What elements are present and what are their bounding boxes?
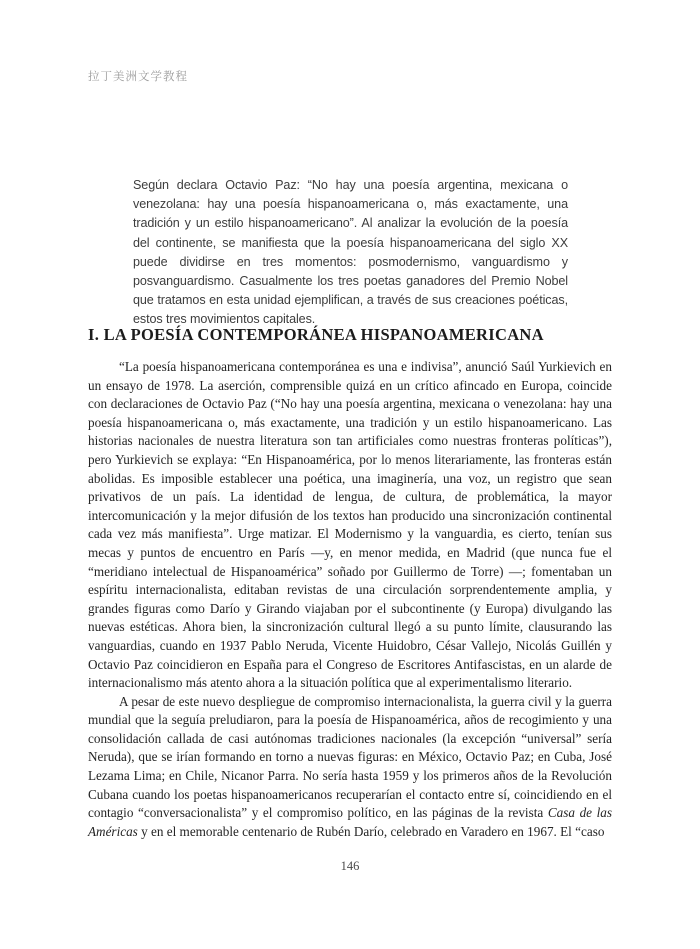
paragraph-2-text-continuation: y en el memorable centenario de Rubén Darío, celebrado en Varadero en 1967. El “caso xyxy=(137,823,605,839)
body-paragraph-2 xyxy=(88,693,612,842)
section-heading: I. LA POESÍA CONTEMPORÁNEA HISPANOAMERICANA xyxy=(88,325,544,344)
body-paragraph-1: “La poesía hispanoamericana contemporánea es una e indivisa”, anunció Saúl Yurkievich en un ensayo de 1978. La aserción, comprensible quizá en un crítico afincado en Europa, coincide con declaraciones de Octavio Paz (“No hay una poesía argentina, mexicana o venezolana: hay una poesía hispanoamericana o, más exactamente, una tradición y un estilo hispanoamericano. Las historias nacionales de nuestra literatura son tan artificiales como nuestras fronteras políticas”), pero Yurkievich se explaya: “En Hispanoamérica, por lo menos literariamente, las fronteras están abolidas. Es imposible establecer una poética, una imaginería, una voz, un registro que sean privativos de un país. La identidad de lengua, de cultura, de problemática, la mayor intercomunicación y la mejor difusión de los textos han producido una sincronización continental cada vez más manifiesta”. Urge matizar. El Modernismo y la vanguardia, es cierto, tenían sus mecas y puntos de encuentro en París —y, en menor medida, en Madrid (que nunca fue el “meridiano intelectual de Hispanoamérica” soñado por Guillermo de Torre) —; fomentaban un espíritu internacionalista, editaban revistas de una circulación sorprendentemente amplia, y grandes figuras como Darío y Girando viajaban por el subcontinente (y Europa) divulgando las nuevas estéticas. Ahora bien, la sincronización cultural llegó a su punto límite, clausurando las vanguardias, cuando en 1937 Pablo Neruda, Vicente Huidobro, César Vallejo, Nicolás Guillén y Octavio Paz coincidieron en España para el Congreso de Escritores Antifascistas, en un alarde de internacionalismo más atento ahora a la situación política que al experimentalismo literario. xyxy=(88,359,612,691)
intro-paragraph: Según declara Octavio Paz: “No hay una poesía argentina, mexicana o venezolana: hay una poesía hispanoamericana o, más exactamente, una tradición y un estilo hispanoamericano”. Al analizar la evolución de la poesía del continente, se manifiesta que la poesía hispanoamericana del siglo XX puede dividirse en tres momentos: posmodernismo, vanguardismo y posvanguardismo. Casualmente los tres poetas ganadores del Premio Nobel que tratamos en esta unidad ejemplifican, a través de sus creaciones poéticas, estos tres movimientos capitales. xyxy=(133,178,568,327)
paragraph-2-text: A pesar de este nuevo despliegue de compromiso internacionalista, la guerra civil y la guerra mundial que la seguía preludiaron, para la poesía de Hispanoamérica, años de recogimiento y una consolidación callada de casi autónomas tradiciones nacionales (la excepción “universal” sería Neruda), que se irían formando en torno a nuevas figuras: en México, Octavio Paz; en Cuba, José Lezama Lima; en Chile, Nicanor Parra. No sería hasta 1959 y los primeros años de la Revolución Cubana cuando los poetas hispanoamericanos recuperarían el contacto entre sí, coincidiendo en el contagio “conversacionalista” y el compromiso político, en las páginas de la revista xyxy=(88,693,612,821)
body-text xyxy=(88,358,612,841)
journal-title-italic: Casa de las Américas xyxy=(88,805,613,839)
page-number: 146 xyxy=(340,859,360,873)
running-header: 拉丁美洲文学教程 xyxy=(88,71,188,83)
